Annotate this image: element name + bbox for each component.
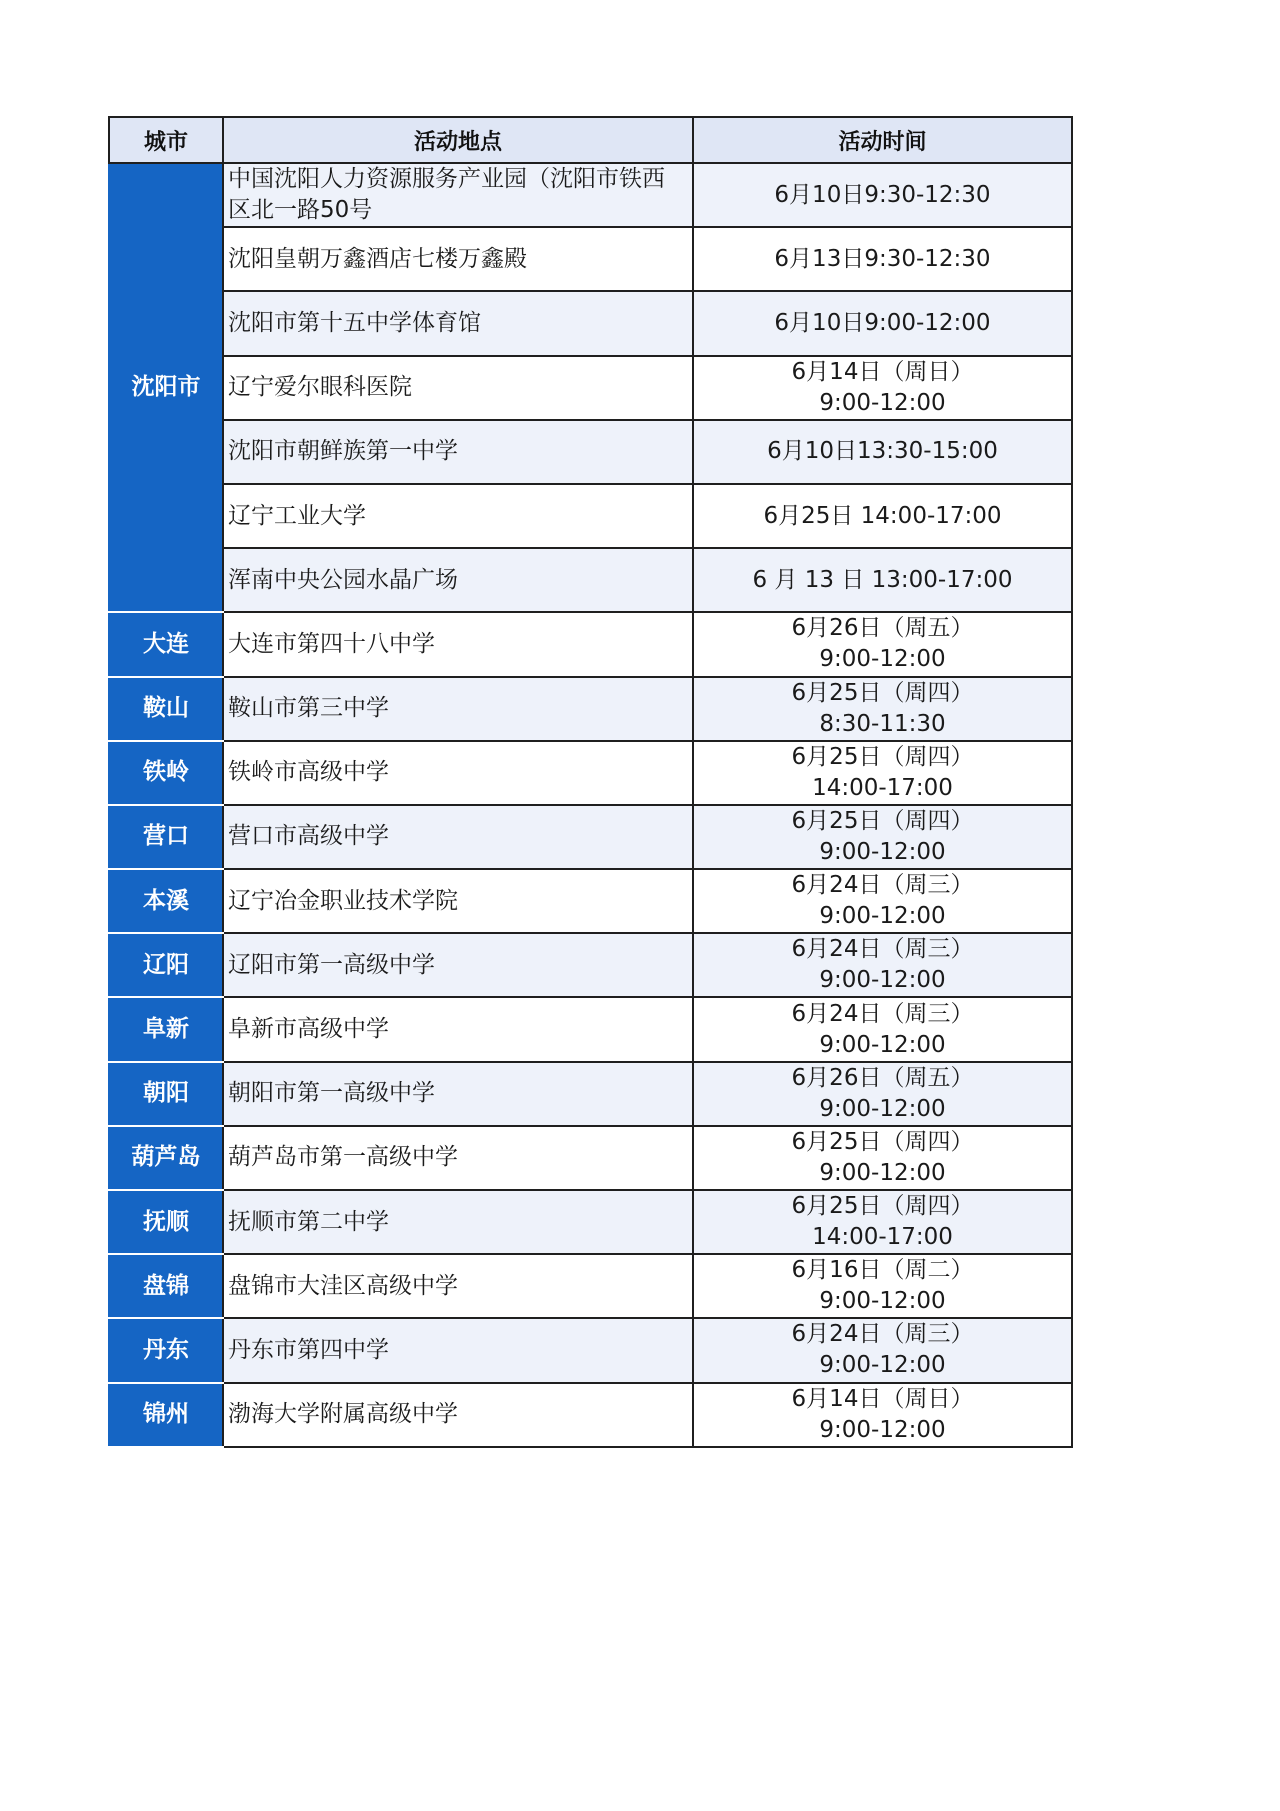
venue-cell: 沈阳市朝鲜族第一中学: [223, 420, 693, 484]
time-line: 6月24日（周三）: [791, 872, 974, 899]
venue-cell: 丹东市第四中学: [223, 1318, 693, 1382]
time-line: 8:30-11:30: [819, 710, 946, 737]
time-cell: [693, 1318, 1072, 1382]
venue-cell: 葫芦岛市第一高级中学: [223, 1126, 693, 1190]
time-line: 6月25日（周四）: [791, 679, 974, 706]
header-time: 活动时间: [693, 117, 1072, 163]
event-schedule-table: [108, 116, 1073, 1448]
city-cell: 辽阳: [109, 933, 223, 997]
time-line: 6月10日9:30-12:30: [774, 181, 991, 208]
time-line: 6月14日（周日）: [791, 1385, 974, 1412]
time-line: 6月25日（周四）: [791, 807, 974, 834]
venue-cell: 渤海大学附属高级中学: [223, 1383, 693, 1447]
time-line: 6月24日（周三）: [791, 936, 974, 963]
time-line: 6月10日9:00-12:00: [774, 309, 991, 336]
header-venue: 活动地点: [223, 117, 693, 163]
time-line: 6月25日（周四）: [791, 1128, 974, 1155]
venue-cell: 中国沈阳人力资源服务产业园（沈阳市铁西区北一路50号: [223, 163, 693, 227]
time-line: 6月25日（周四）: [791, 1193, 974, 1220]
table-row: [109, 548, 1072, 612]
time-cell: [693, 1190, 1072, 1254]
table-row: [109, 805, 1072, 869]
city-cell: 营口: [109, 805, 223, 869]
time-cell: [693, 612, 1072, 676]
time-cell: [693, 1126, 1072, 1190]
table-row: [109, 227, 1072, 291]
venue-cell: 抚顺市第二中学: [223, 1190, 693, 1254]
city-cell: 铁岭: [109, 741, 223, 805]
time-cell: [693, 548, 1072, 612]
city-cell: 鞍山: [109, 677, 223, 741]
city-cell: 阜新: [109, 997, 223, 1061]
time-line: 6月26日（周五）: [791, 615, 974, 642]
venue-cell: 辽宁爱尔眼科医院: [223, 356, 693, 420]
time-line: 6月13日9:30-12:30: [774, 245, 991, 272]
time-line: 14:00-17:00: [812, 774, 953, 801]
city-cell: 葫芦岛: [109, 1126, 223, 1190]
venue-cell: 沈阳市第十五中学体育馆: [223, 291, 693, 355]
table-row: [109, 163, 1072, 227]
time-line: 6 月 13 日 13:00-17:00: [752, 566, 1013, 593]
city-cell: 本溪: [109, 869, 223, 933]
time-line: 14:00-17:00: [812, 1224, 953, 1251]
time-cell: [693, 420, 1072, 484]
time-line: 9:00-12:00: [819, 1159, 946, 1186]
venue-cell: 朝阳市第一高级中学: [223, 1062, 693, 1126]
city-cell: 盘锦: [109, 1254, 223, 1318]
header-row: [109, 117, 1072, 163]
time-line: 9:00-12:00: [819, 1095, 946, 1122]
time-line: 6月24日（周三）: [791, 1000, 974, 1027]
time-line: 9:00-12:00: [819, 1288, 946, 1315]
city-cell: 抚顺: [109, 1190, 223, 1254]
time-line: 9:00-12:00: [819, 389, 946, 416]
time-line: 6月10日13:30-15:00: [767, 438, 998, 465]
table-row: [109, 1254, 1072, 1318]
time-line: 9:00-12:00: [819, 903, 946, 930]
time-line: 6月14日（周日）: [791, 358, 974, 385]
city-cell: 朝阳: [109, 1062, 223, 1126]
table-row: [109, 420, 1072, 484]
time-cell: [693, 291, 1072, 355]
time-cell: [693, 1254, 1072, 1318]
time-line: 6月24日（周三）: [791, 1321, 974, 1348]
table-row: [109, 484, 1072, 548]
table-row: [109, 1062, 1072, 1126]
table-row: [109, 1126, 1072, 1190]
time-cell: [693, 1383, 1072, 1447]
city-cell: 锦州: [109, 1383, 223, 1447]
city-cell: 丹东: [109, 1318, 223, 1382]
time-line: 9:00-12:00: [819, 967, 946, 994]
venue-cell: 辽宁冶金职业技术学院: [223, 869, 693, 933]
header-city: 城市: [109, 117, 223, 163]
venue-cell: 营口市高级中学: [223, 805, 693, 869]
table-row: [109, 1318, 1072, 1382]
table-header: [109, 117, 1072, 163]
table-row: [109, 933, 1072, 997]
table-row: [109, 741, 1072, 805]
time-line: 9:00-12:00: [819, 1031, 946, 1058]
time-cell: [693, 741, 1072, 805]
time-cell: [693, 677, 1072, 741]
table-row: [109, 1190, 1072, 1254]
time-line: 6月25日（周四）: [791, 743, 974, 770]
time-cell: [693, 997, 1072, 1061]
table-row: [109, 612, 1072, 676]
time-line: 6月16日（周二）: [791, 1257, 974, 1284]
table-row: [109, 291, 1072, 355]
time-cell: [693, 356, 1072, 420]
city-cell: 大连: [109, 612, 223, 676]
time-cell: [693, 484, 1072, 548]
time-cell: [693, 869, 1072, 933]
time-line: 9:00-12:00: [819, 838, 946, 865]
table-row: [109, 869, 1072, 933]
time-cell: [693, 163, 1072, 227]
time-line: 6月25日 14:00-17:00: [763, 502, 1002, 529]
time-cell: [693, 805, 1072, 869]
table-row: [109, 997, 1072, 1061]
time-cell: [693, 1062, 1072, 1126]
venue-cell: 沈阳皇朝万鑫酒店七楼万鑫殿: [223, 227, 693, 291]
time-line: 9:00-12:00: [819, 646, 946, 673]
venue-cell: 鞍山市第三中学: [223, 677, 693, 741]
venue-cell: 辽宁工业大学: [223, 484, 693, 548]
time-line: 6月26日（周五）: [791, 1064, 974, 1091]
venue-cell: 盘锦市大洼区高级中学: [223, 1254, 693, 1318]
table-row: [109, 356, 1072, 420]
venue-cell: 浑南中央公园水晶广场: [223, 548, 693, 612]
table-row: [109, 677, 1072, 741]
venue-cell: 阜新市高级中学: [223, 997, 693, 1061]
venue-cell: 大连市第四十八中学: [223, 612, 693, 676]
time-line: 9:00-12:00: [819, 1352, 946, 1379]
time-cell: [693, 933, 1072, 997]
table-row: [109, 1383, 1072, 1447]
table-body: [109, 163, 1072, 1447]
time-line: 9:00-12:00: [819, 1416, 946, 1443]
time-cell: [693, 227, 1072, 291]
venue-cell: 铁岭市高级中学: [223, 741, 693, 805]
venue-cell: 辽阳市第一高级中学: [223, 933, 693, 997]
city-cell: 沈阳市: [109, 163, 223, 612]
